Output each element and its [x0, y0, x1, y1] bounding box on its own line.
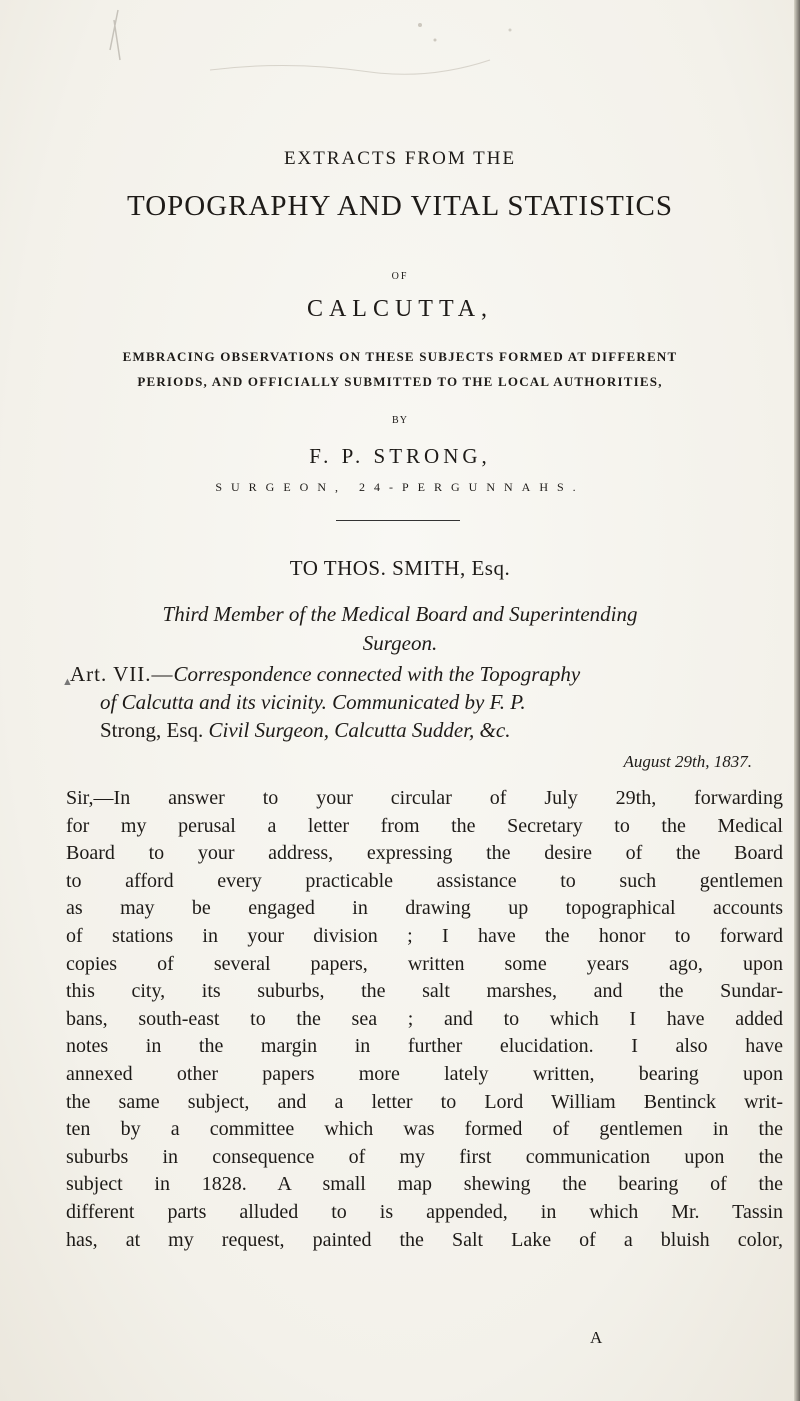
body-line: has, at my request, painted the Salt Lake of a bluish color, — [66, 1228, 783, 1251]
by-label: BY — [392, 415, 408, 426]
body-line: suburbs in consequence of my first communication upon the — [66, 1145, 783, 1168]
body-line: the same subject, and a letter to Lord William Bentinck writ- — [66, 1090, 783, 1113]
body-line: as may be engaged in drawing up topographical accounts — [66, 897, 783, 920]
article-number: Art. VII.— — [70, 662, 174, 686]
subtitle-line: PERIODS, AND OFFICIALLY SUBMITTED TO THE LOCAL AUTHORITIES, — [137, 374, 663, 389]
body-line: notes in the margin in further elucidation. I also have — [66, 1035, 783, 1058]
body-line: subject in 1828. A small map shewing the bearing of the — [66, 1173, 783, 1196]
divider-rule — [336, 520, 460, 521]
article-heading — [70, 660, 785, 744]
subtitle-line: EMBRACING OBSERVATIONS ON THESE SUBJECTS FORMED AT DIFFERENT — [122, 349, 678, 364]
main-title: TOPOGRAPHY AND VITAL STATISTICS — [127, 190, 673, 222]
body-line: Board to your address, expressing the desire of the Board — [66, 842, 783, 865]
article-title: Correspondence connected with the Topography — [173, 662, 581, 686]
author-name: F. P. STRONG, — [309, 444, 491, 468]
signature-mark: A — [590, 1328, 603, 1347]
dedication-heading: TO THOS. SMITH, Esq. — [289, 556, 511, 580]
body-line: of stations in your division ; I have the honor to forward — [66, 924, 783, 947]
letter-date: August 29th, 1837. — [623, 752, 752, 771]
place-title: CALCUTTA, — [306, 296, 494, 322]
dedication-role-line: Third Member of the Medical Board and Superintending — [162, 602, 638, 626]
stray-mark: ▲ — [62, 676, 73, 688]
body-line: Sir,—In answer to your circular of July 29th, forwarding — [66, 787, 783, 809]
dedication-role-line: Surgeon. — [362, 631, 438, 655]
dedication-role — [0, 600, 800, 658]
body-line: different parts alluded to is appended, in which Mr. Tassin — [66, 1200, 783, 1223]
subtitle — [0, 344, 800, 394]
article-author-title: Civil Surgeon, Calcutta Sudder, &c. — [203, 718, 511, 742]
bleed-through-smudge — [90, 0, 550, 110]
extracts-heading: EXTRACTS FROM THE — [283, 148, 517, 169]
body-line: to afford every practicable assistance to such gentlemen — [66, 869, 783, 892]
article-author: Strong, Esq. — [100, 718, 204, 742]
letter-body — [66, 785, 783, 1254]
author-title: SURGEON, 24-PERGUNNAHS. — [215, 480, 585, 494]
body-line: bans, south-east to the sea ; and to which I have added — [66, 1007, 783, 1030]
body-line: ten by a committee which was formed of gentlemen in the — [66, 1118, 783, 1141]
body-line: for my perusal a letter from the Secretary to the Medical — [66, 814, 783, 837]
article-title-line: of Calcutta and its vicinity. Communicated by F. P. — [100, 690, 526, 714]
body-line: this city, its suburbs, the salt marshes, and the Sundar- — [66, 980, 783, 1003]
of-label: OF — [391, 271, 409, 282]
body-line: copies of several papers, written some years ago, upon — [66, 952, 783, 975]
body-line: annexed other papers more lately written, bearing upon — [66, 1062, 783, 1085]
